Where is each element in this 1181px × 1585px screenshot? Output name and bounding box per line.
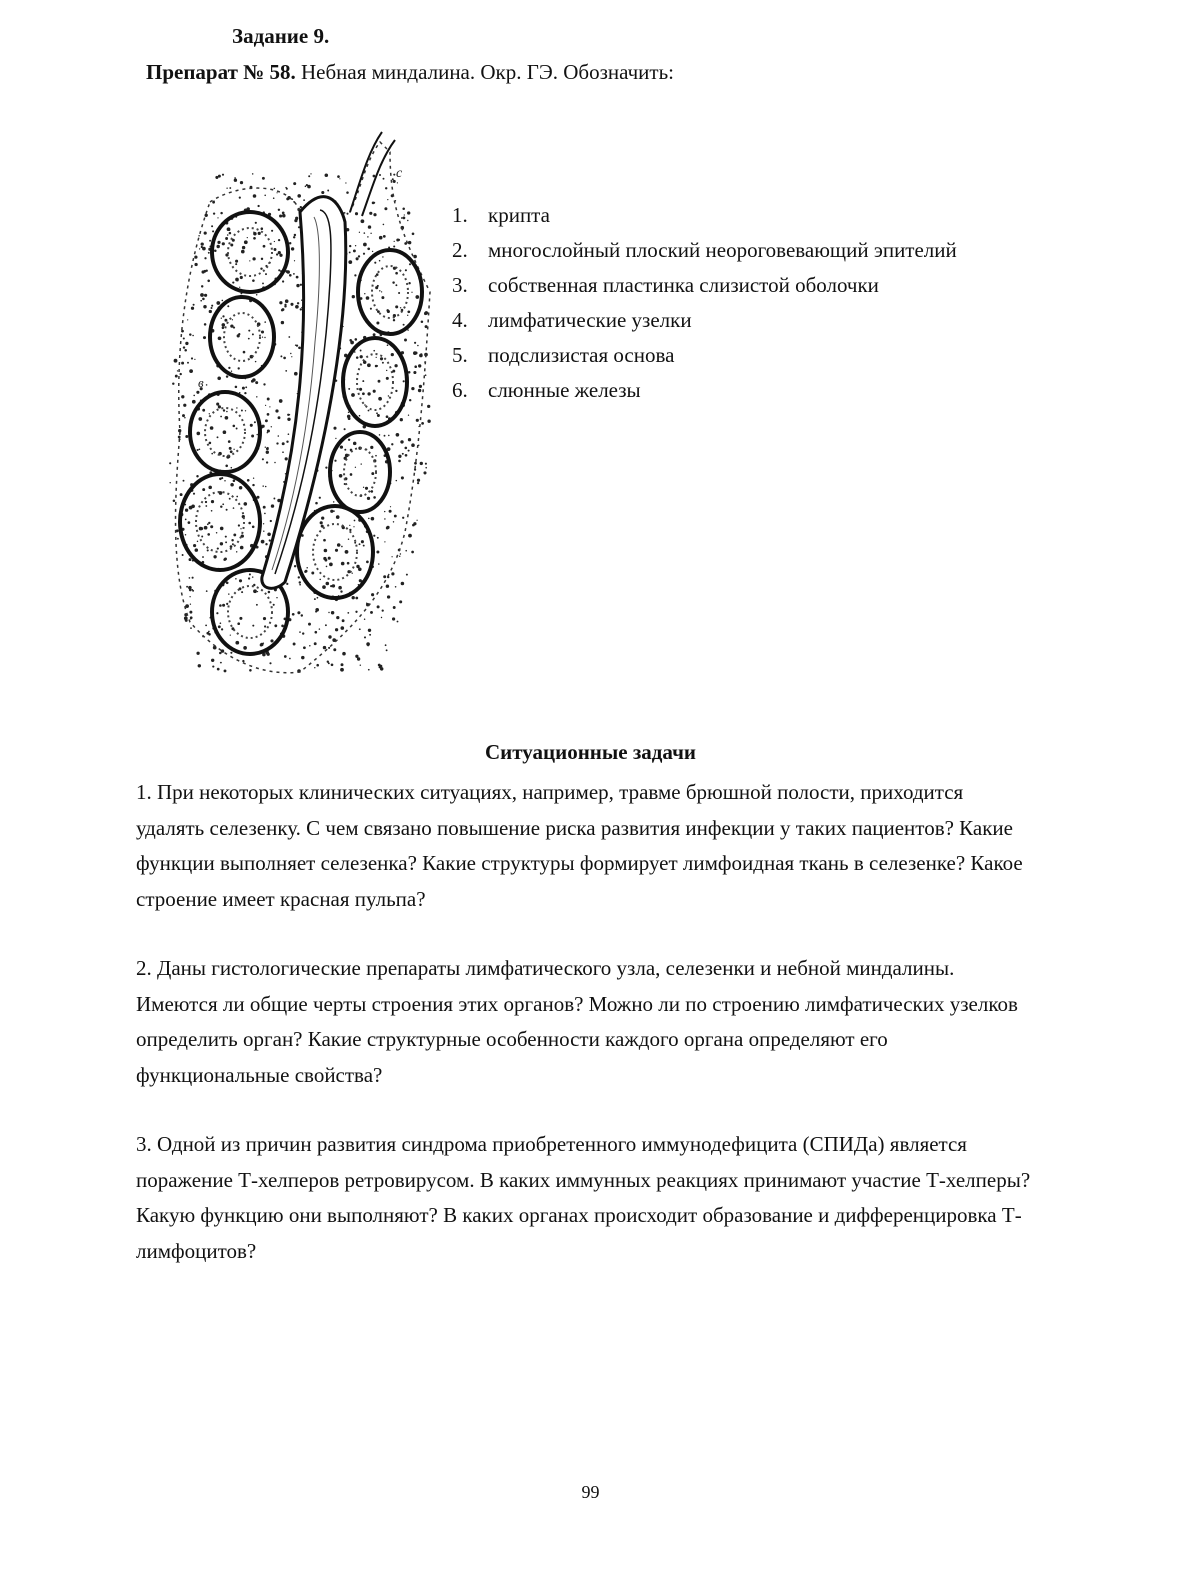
legend-item: 4. лимфатические узелки	[452, 308, 692, 332]
legend-label: собственная пластинка слизистой оболочки	[488, 273, 879, 297]
legend-label: многослойный плоский неороговевающий эпителий	[488, 238, 957, 262]
problem-1: 1. При некоторых клинических ситуациях, например, травме брюшной полости, приходится удалять селезенку. С чем связано повышение риска развития инфекции у таких пациентов? Какие функции выполняет селезенка? Какие структуры формирует лимфоидная ткань в селезенке? Какое строение имеет красная пульпа?	[136, 780, 1023, 911]
legend-item: 1. крипта	[452, 203, 550, 227]
tonsil-histology-drawing	[150, 112, 450, 692]
figure-mark-c: с	[396, 166, 403, 181]
page-number: 99	[581, 1482, 600, 1502]
preparation-description: Небная миндалина. Окр. ГЭ. Обозначить:	[301, 60, 674, 84]
legend-label: лимфатические узелки	[488, 308, 692, 332]
legend-label: слюнные железы	[488, 378, 641, 402]
section-title: Ситуационные задачи	[484, 740, 697, 764]
problem-2: 2. Даны гистологические препараты лимфатического узла, селезенки и небной миндалины. Имеются ли общие черты строения этих органов? Можно ли по строению лимфатических узелков определить орган? Какие структурные особенности каждого органа определяют его функциональные свойства?	[136, 956, 1018, 1087]
legend-item: 6. слюнные железы	[452, 378, 641, 402]
problem-3: 3. Одной из причин развития синдрома приобретенного иммунодефицита (СПИДа) является поражение Т-хелперов ретровирусом. В каких иммунных реакциях принимают участие Т-хелперы? Какую функцию они выполняют? В каких органах происходит образование и дифференцировка Т-лимфоцитов?	[136, 1132, 1031, 1263]
task-title: Задание 9.	[232, 24, 330, 48]
legend-item: 3. собственная пластинка слизистой оболочки	[452, 273, 879, 297]
legend-item: 2. многослойный плоский неороговевающий эпителий	[452, 238, 957, 262]
preparation-line	[146, 60, 674, 85]
legend-label: крипта	[488, 203, 550, 227]
legend-item: 5. подслизистая основа	[452, 343, 675, 367]
preparation-label: Препарат № 58.	[146, 60, 296, 84]
structure-legend	[452, 198, 957, 408]
legend-label: подслизистая основа	[488, 343, 675, 367]
figure-mark-b: в	[198, 375, 204, 390]
